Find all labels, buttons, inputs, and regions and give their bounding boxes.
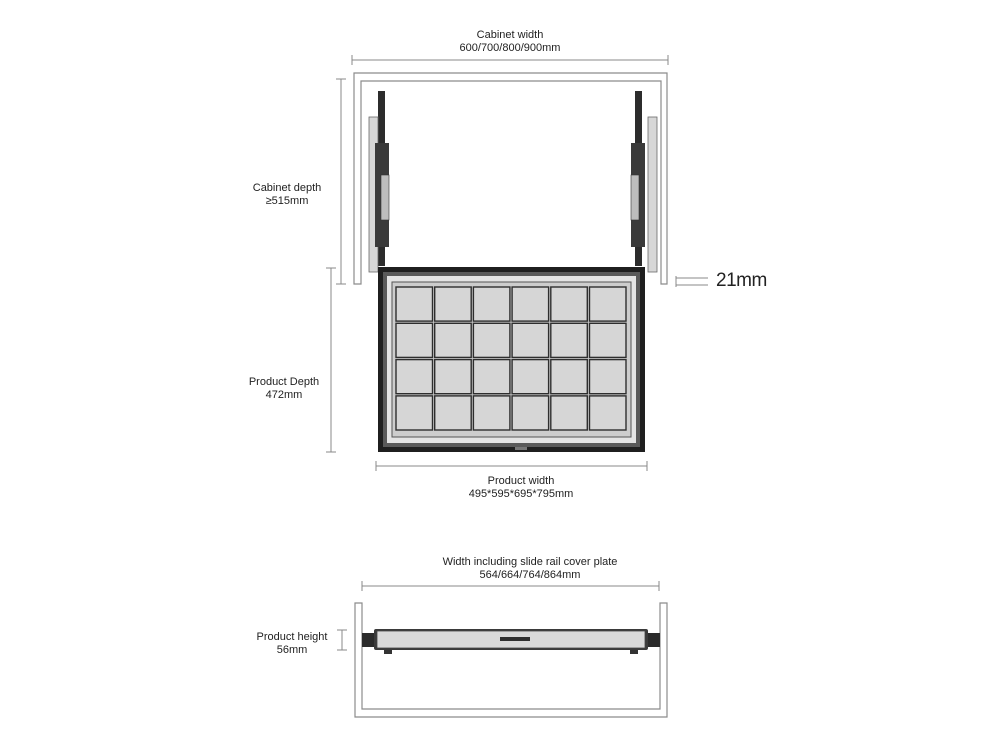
tray-compartment (473, 323, 510, 357)
top-view (326, 55, 708, 471)
tray-compartment (512, 323, 549, 357)
tray-compartment (590, 323, 627, 357)
tray-compartment (435, 360, 472, 394)
product-width-dimension (376, 461, 647, 471)
cover-width-value: 564/664/764/864mm (479, 569, 581, 581)
tray-compartment (435, 396, 472, 430)
tray-compartment (473, 360, 510, 394)
cabinet-depth-title: Cabinet depth (252, 182, 322, 194)
tray-compartment (551, 360, 588, 394)
cover-width-dimension (362, 581, 659, 591)
left-slide-rail (369, 91, 389, 272)
basket-front (362, 629, 660, 654)
tray-compartment (473, 396, 510, 430)
product-width-title: Product width (487, 475, 555, 487)
cabinet-width-value: 600/700/800/900mm (459, 42, 561, 54)
tray-assembly (378, 267, 645, 452)
cover-width-label (400, 556, 660, 582)
tray-compartment (435, 287, 472, 321)
tray-compartment (396, 323, 433, 357)
tray-compartment (512, 287, 549, 321)
tray-compartment (396, 396, 433, 430)
product-height-label (240, 631, 344, 657)
brand-logo (500, 637, 530, 641)
setback-value: 21mm (716, 270, 767, 291)
product-width-value: 495*595*695*795mm (468, 488, 574, 500)
tray-compartment (512, 396, 549, 430)
product-depth-label (228, 376, 340, 402)
product-height-title: Product height (256, 631, 328, 643)
tray-compartment (590, 287, 627, 321)
product-depth-title: Product Depth (248, 376, 320, 388)
cover-width-title: Width including slide rail cover plate (442, 556, 618, 568)
tray-compartment (590, 360, 627, 394)
cabinet-front-outline (355, 603, 667, 717)
product-depth-value: 472mm (265, 389, 303, 401)
setback-dimension (676, 276, 708, 287)
tray-compartment (590, 396, 627, 430)
cabinet-depth-label (232, 182, 342, 208)
tray-compartment (396, 360, 433, 394)
tray-compartment (551, 323, 588, 357)
cabinet-width-dimension (352, 55, 668, 65)
cabinet-width-label (420, 29, 600, 55)
right-slide-rail (631, 91, 657, 272)
tray-compartment (396, 287, 433, 321)
tray-compartment (551, 396, 588, 430)
cabinet-depth-value: ≥515mm (265, 195, 309, 207)
product-height-value: 56mm (276, 644, 308, 656)
cabinet-outline (354, 73, 667, 284)
cabinet-width-title: Cabinet width (476, 29, 544, 41)
tray-compartment (473, 287, 510, 321)
product-width-label (421, 475, 621, 501)
product-depth-dimension (326, 268, 336, 452)
tray-compartment (512, 360, 549, 394)
tray-compartment (435, 323, 472, 357)
tray-compartment (551, 287, 588, 321)
front-view (337, 581, 667, 717)
